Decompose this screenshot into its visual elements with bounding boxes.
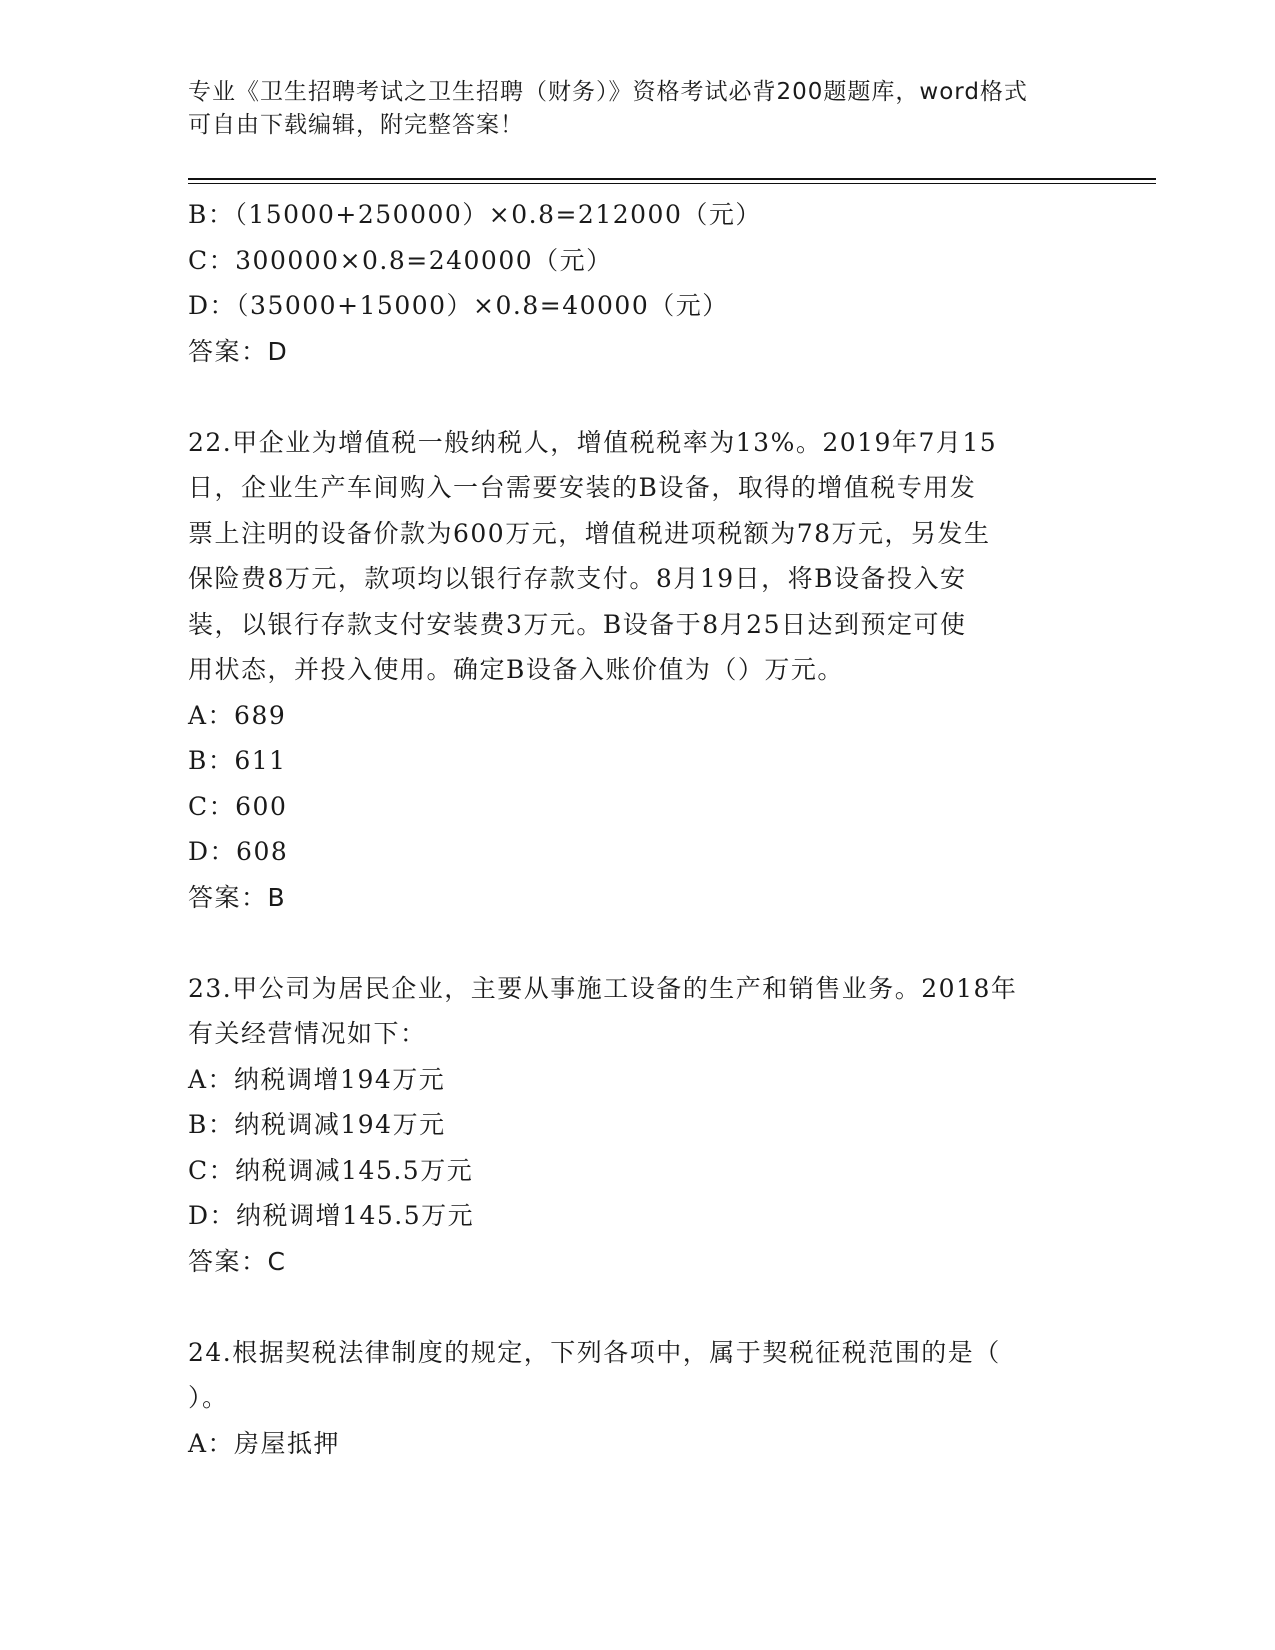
question-21 bbox=[188, 192, 1088, 374]
option-c: C：纳税调减145.5万元 bbox=[188, 1155, 474, 1185]
option-a: A：689 bbox=[188, 700, 287, 730]
question-spacer bbox=[188, 920, 1088, 966]
question-text-line: 22.甲企业为增值税一般纳税人，增值税税率为13%。2019年7月15 bbox=[188, 427, 998, 457]
question-content bbox=[188, 192, 1088, 1466]
question-text-line: 票上注明的设备价款为600万元，增值税进项税额为78万元，另发生 bbox=[188, 518, 991, 548]
answer-line: 答案：C bbox=[188, 1246, 287, 1276]
option-a: A：房屋抵押 bbox=[188, 1428, 341, 1458]
question-text-line: 日，企业生产车间购入一台需要安装的B设备，取得的增值税专用发 bbox=[188, 473, 977, 502]
page-header bbox=[188, 76, 1088, 142]
question-text-line: ）。 bbox=[188, 1383, 229, 1412]
question-22 bbox=[188, 420, 1088, 921]
question-text-line: 24.根据契税法律制度的规定，下列各项中，属于契税征税范围的是（ bbox=[188, 1337, 1001, 1367]
header-title-line-1: 专业《卫生招聘考试之卫生招聘（财务）》资格考试必背200题题库，word格式 bbox=[188, 79, 1028, 105]
option-b: B：（15000+250000）×0.8=212000（元） bbox=[188, 200, 762, 229]
answer-line: 答案：D bbox=[188, 336, 289, 366]
header-divider-thin bbox=[188, 183, 1156, 184]
option-d: D：608 bbox=[188, 837, 289, 866]
header-title-line-2: 可自由下载编辑，附完整答案！ bbox=[188, 112, 524, 138]
option-b: B：纳税调减194万元 bbox=[188, 1110, 446, 1139]
question-text-line: 有关经营情况如下： bbox=[188, 1019, 427, 1048]
option-d: D：（35000+15000）×0.8=40000（元） bbox=[188, 291, 729, 320]
option-c: C：600 bbox=[188, 791, 288, 821]
header-divider-thick bbox=[188, 178, 1156, 180]
question-24 bbox=[188, 1330, 1088, 1467]
option-b: B：611 bbox=[188, 746, 287, 775]
question-text-line: 23.甲公司为居民企业，主要从事施工设备的生产和销售业务。2018年 bbox=[188, 973, 1018, 1003]
answer-line: 答案：B bbox=[188, 882, 287, 912]
option-a: A：纳税调增194万元 bbox=[188, 1064, 446, 1094]
question-23 bbox=[188, 966, 1088, 1285]
option-c: C：300000×0.8=240000（元） bbox=[188, 245, 613, 275]
question-spacer bbox=[188, 1284, 1088, 1330]
question-text-line: 用状态，并投入使用。确定B设备入账价值为（）万元。 bbox=[188, 655, 844, 684]
question-spacer bbox=[188, 374, 1088, 420]
question-text-line: 装，以银行存款支付安装费3万元。B设备于8月25日达到预定可使 bbox=[188, 609, 967, 639]
question-text-line: 保险费8万元，款项均以银行存款支付。8月19日，将B设备投入安 bbox=[188, 564, 967, 593]
option-d: D：纳税调增145.5万元 bbox=[188, 1201, 475, 1230]
